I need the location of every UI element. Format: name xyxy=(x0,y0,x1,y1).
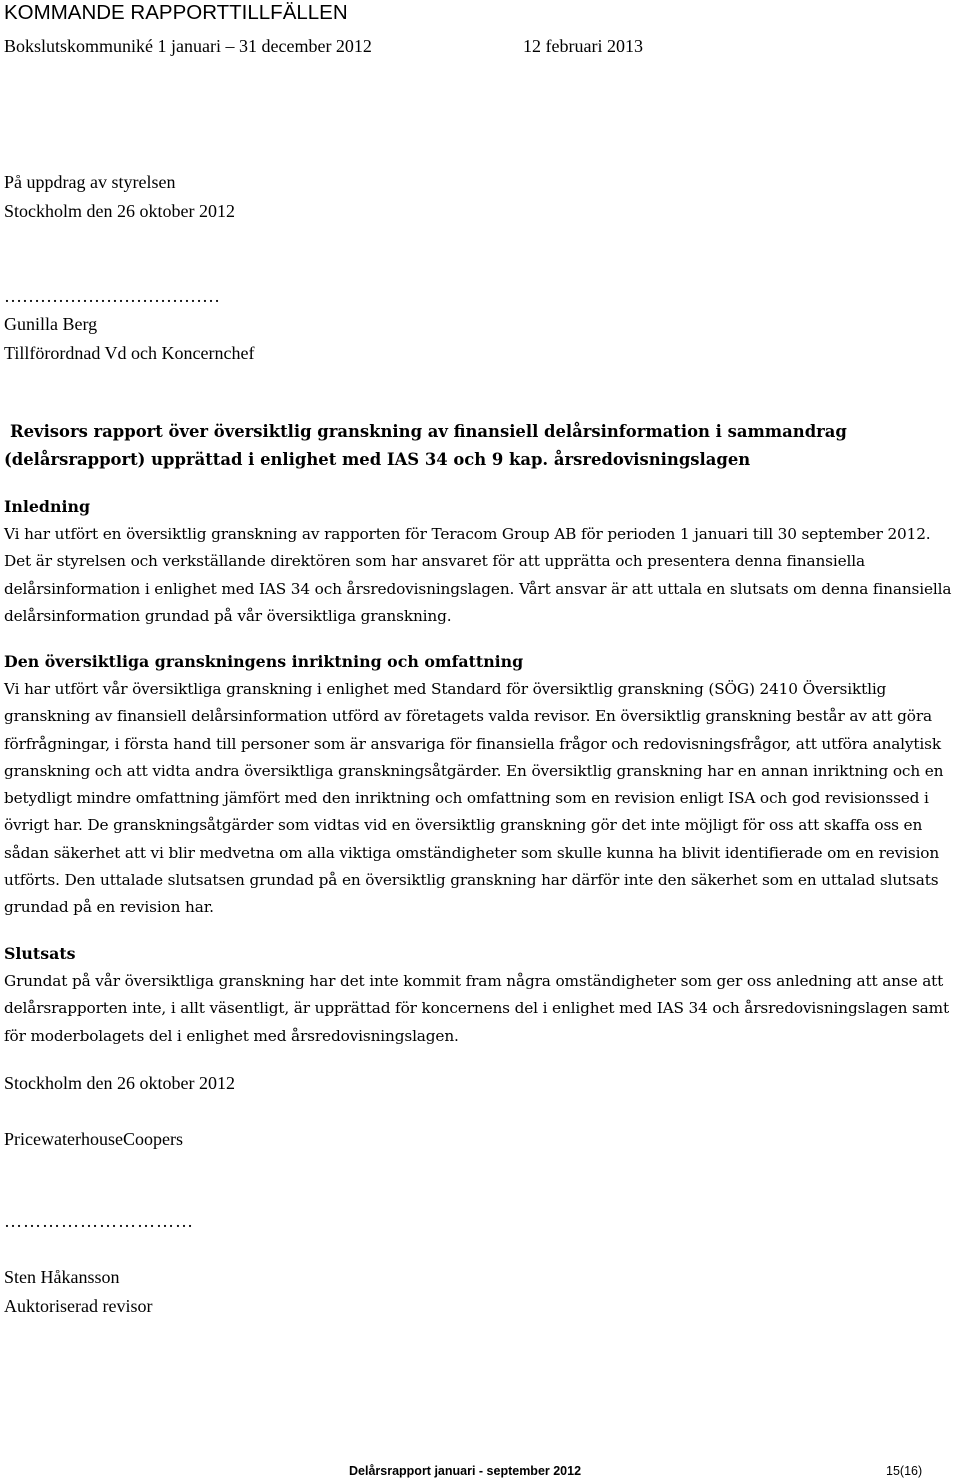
board-place-date: Stockholm den 26 oktober 2012 xyxy=(4,201,235,221)
audit-firm: PricewaterhouseCoopers xyxy=(4,1129,183,1149)
signer-role: Tillförordnad Vd och Koncernchef xyxy=(4,343,255,363)
section-heading-inledning: Inledning xyxy=(4,497,90,516)
report-title-line-1: Revisors rapport över översiktlig granskning av finansiell delårsinformation i sammandrag xyxy=(10,422,847,441)
section-heading-slutsats: Slutsats xyxy=(4,944,76,963)
auditor-signature-line: ………………………… xyxy=(4,1211,194,1231)
report-title-line-2: (delårsrapport) upprättad i enlighet med IAS 34 och 9 kap. årsredovisningslagen xyxy=(4,450,751,469)
signature-line: ……………………………… xyxy=(4,286,220,306)
section-body-inledning: Vi har utfört en översiktlig granskning av rapporten för Teracom Group AB för perioden 1 januari till 30 september 2012. Det är styrelsen och verkställande direktören som har ansvaret för att upprätta och presentera denna finansiella delårsinformation i enlighet med IAS 34 och årsredovisningslagen. Vårt ansvar är att uttala en slutsats om denna finansiella delårsinformation grundad på vår översiktliga granskning. xyxy=(4,525,952,625)
section-body-slutsats: Grundat på vår översiktliga granskning har det inte kommit fram några omständigheter som ger oss anledning att anse att delårsrapporten inte, i allt väsentligt, är upprättad för koncernens del i enlighet med IAS 34 och årsredovisningslagen samt för moderbolagets del i enlighet med årsredovisningslagen. xyxy=(4,972,950,1045)
section-heading-scope: Den översiktliga granskningens inriktning och omfattning xyxy=(4,652,524,671)
page-title: KOMMANDE RAPPORTTILLFÄLLEN xyxy=(4,1,348,24)
auditor-name: Sten Håkansson xyxy=(4,1267,120,1287)
footer-report-title: Delårsrapport januari - september 2012 xyxy=(349,1464,582,1478)
auditor-role: Auktoriserad revisor xyxy=(4,1296,153,1316)
board-mandate-line: På uppdrag av styrelsen xyxy=(4,172,176,192)
upcoming-report-date: 12 februari 2013 xyxy=(523,36,643,56)
upcoming-report-name: Bokslutskommuniké 1 januari – 31 december 2012 xyxy=(4,36,372,56)
page-number: 15(16) xyxy=(886,1464,923,1478)
auditor-place-date: Stockholm den 26 oktober 2012 xyxy=(4,1073,235,1093)
signer-name: Gunilla Berg xyxy=(4,314,98,334)
section-body-scope: Vi har utfört vår översiktliga granskning i enlighet med Standard för översiktlig granskning (SÖG) 2410 Översiktlig granskning av finansiell delårsinformation utförd av företagets valda revisor. En översiktlig granskning består av att göra förfrågningar, i första hand till personer som är ansvariga för finansiella frågor och redovisningsfrågor, att utföra analytisk granskning och att vidta andra översiktliga granskningsåtgärder. En översiktlig granskning har en annan inriktning och en betydligt mindre omfattning jämfört med den inriktning och omfattning som en revision enligt ISA och god revisionssed i övrigt har. De granskningsåtgärder som vidtas vid en översiktlig granskning gör det inte möjligt för oss att skaffa oss en sådan säkerhet att vi blir medvetna om alla viktiga omständigheter som skulle kunna ha blivit identifierade om en revision utförts. Den uttalade slutsatsen grundad på en översiktlig granskning har därför inte den säkerhet som en uttalad slutsats grundad på en revision har. xyxy=(4,680,944,917)
